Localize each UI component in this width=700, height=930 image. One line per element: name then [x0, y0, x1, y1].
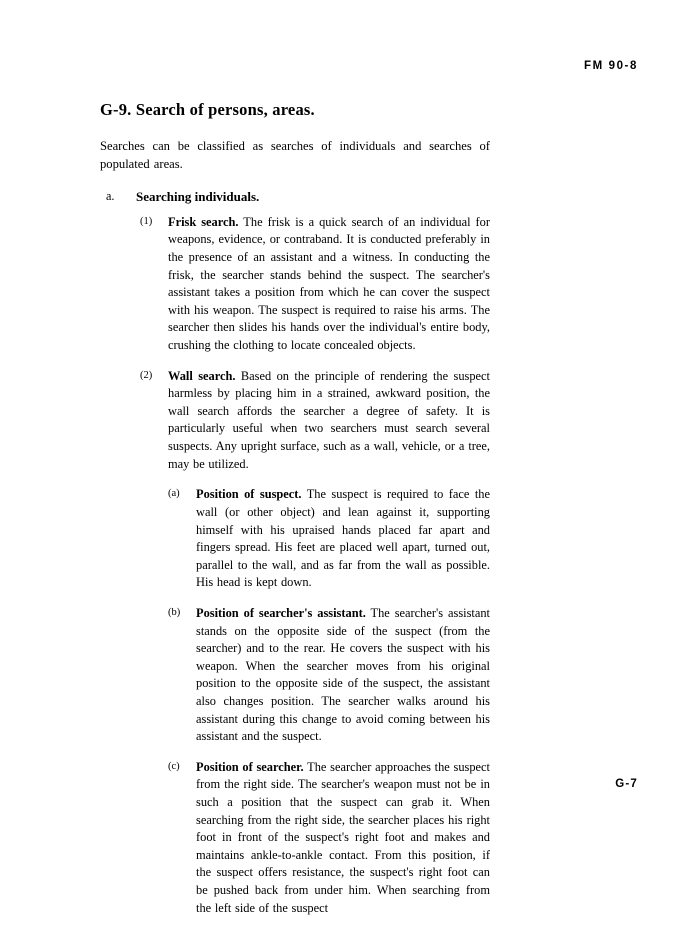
- list-item-heading: Position of searcher's assistant.: [196, 605, 366, 620]
- list-item-heading: Position of suspect.: [196, 487, 302, 502]
- list-item-text: The searcher approaches the suspect from the right side. The searcher's weapon must not be in such a position that the suspect can grab it. When searching from the right side, the searcher places his right foot in front of the suspect's right foot and makes and maintains ankle-to-ankle contact. From this position, if the suspect offers resistance, the suspect's right foot can be pushed back from under him. When searching from the left side of the suspect: [196, 759, 491, 915]
- footer-page-number: G-7: [615, 778, 638, 790]
- list-marker: (b): [168, 606, 181, 618]
- list-item-heading: Frisk search.: [168, 214, 239, 229]
- list-item-heading: Searching individuals.: [136, 188, 260, 204]
- list-item-text: The suspect is required to face the wall (or other object) and lean against it, supporting himself with his upraised hands placed far apart and fingers spread. His feet are placed well apart, turned out, parallel to the wall, and as far from the wall as possible. His head is kept down.: [196, 487, 490, 590]
- list-item-b-sub: [100, 605, 500, 746]
- page-title: G-9. Search of persons, areas.: [100, 100, 315, 119]
- list-marker: (1): [140, 215, 153, 227]
- list-marker: (c): [168, 760, 180, 772]
- list-marker: (a): [168, 488, 180, 500]
- list-item-body: [168, 368, 490, 474]
- list-item-2: [100, 368, 500, 474]
- list-item-1: [100, 214, 500, 355]
- page-content: [100, 100, 500, 930]
- list-item-heading: Position of searcher.: [196, 759, 304, 774]
- list-item-text: The searcher's assistant stands on the opposite side of the suspect (from the searcher) and to the rear. He covers the suspect with his weapon. When the searcher moves from his original position to the opposite side of the suspect, the assistant also changes position. The searcher walks around his assistant during this change to avoid coming between his assistant and the suspect.: [196, 605, 490, 744]
- list-item-body: [196, 759, 490, 917]
- list-item-text: Based on the principle of rendering the suspect harmless by placing him in a strained, awkward position, the wall search affords the searcher a degree of safety. It is particularly useful when two searchers must search several suspects. Any upright surface, such as a wall, vehicle, or a tree, may be utilized.: [168, 368, 491, 471]
- list-item-text: The frisk is a quick search of an individual for weapons, evidence, or contraband. It is conducted preferably in the presence of an assistant and a witness. In conducting the frisk, the searcher stands behind the suspect. The searcher's assistant takes a position from which he can cover the suspect with his weapon. The suspect is required to raise his arms. The searcher then slides his hands over the individual's entire body, crushing the clothing to locate concealed objects.: [168, 214, 490, 353]
- list-marker: a.: [106, 188, 115, 203]
- list-item-a: [100, 188, 500, 206]
- intro-paragraph: Searches can be classified as searches of individuals and searches of populated areas.: [100, 139, 490, 171]
- list-item-c-sub: [100, 759, 500, 917]
- list-item-a-sub: [100, 486, 500, 592]
- list-item-body: [168, 214, 490, 355]
- list-item-body: [196, 486, 490, 592]
- list-item-body: [196, 605, 490, 746]
- list-item-heading: Wall search.: [168, 368, 236, 383]
- header-manual-reference: FM 90-8: [583, 60, 638, 72]
- list-marker: (2): [140, 369, 153, 381]
